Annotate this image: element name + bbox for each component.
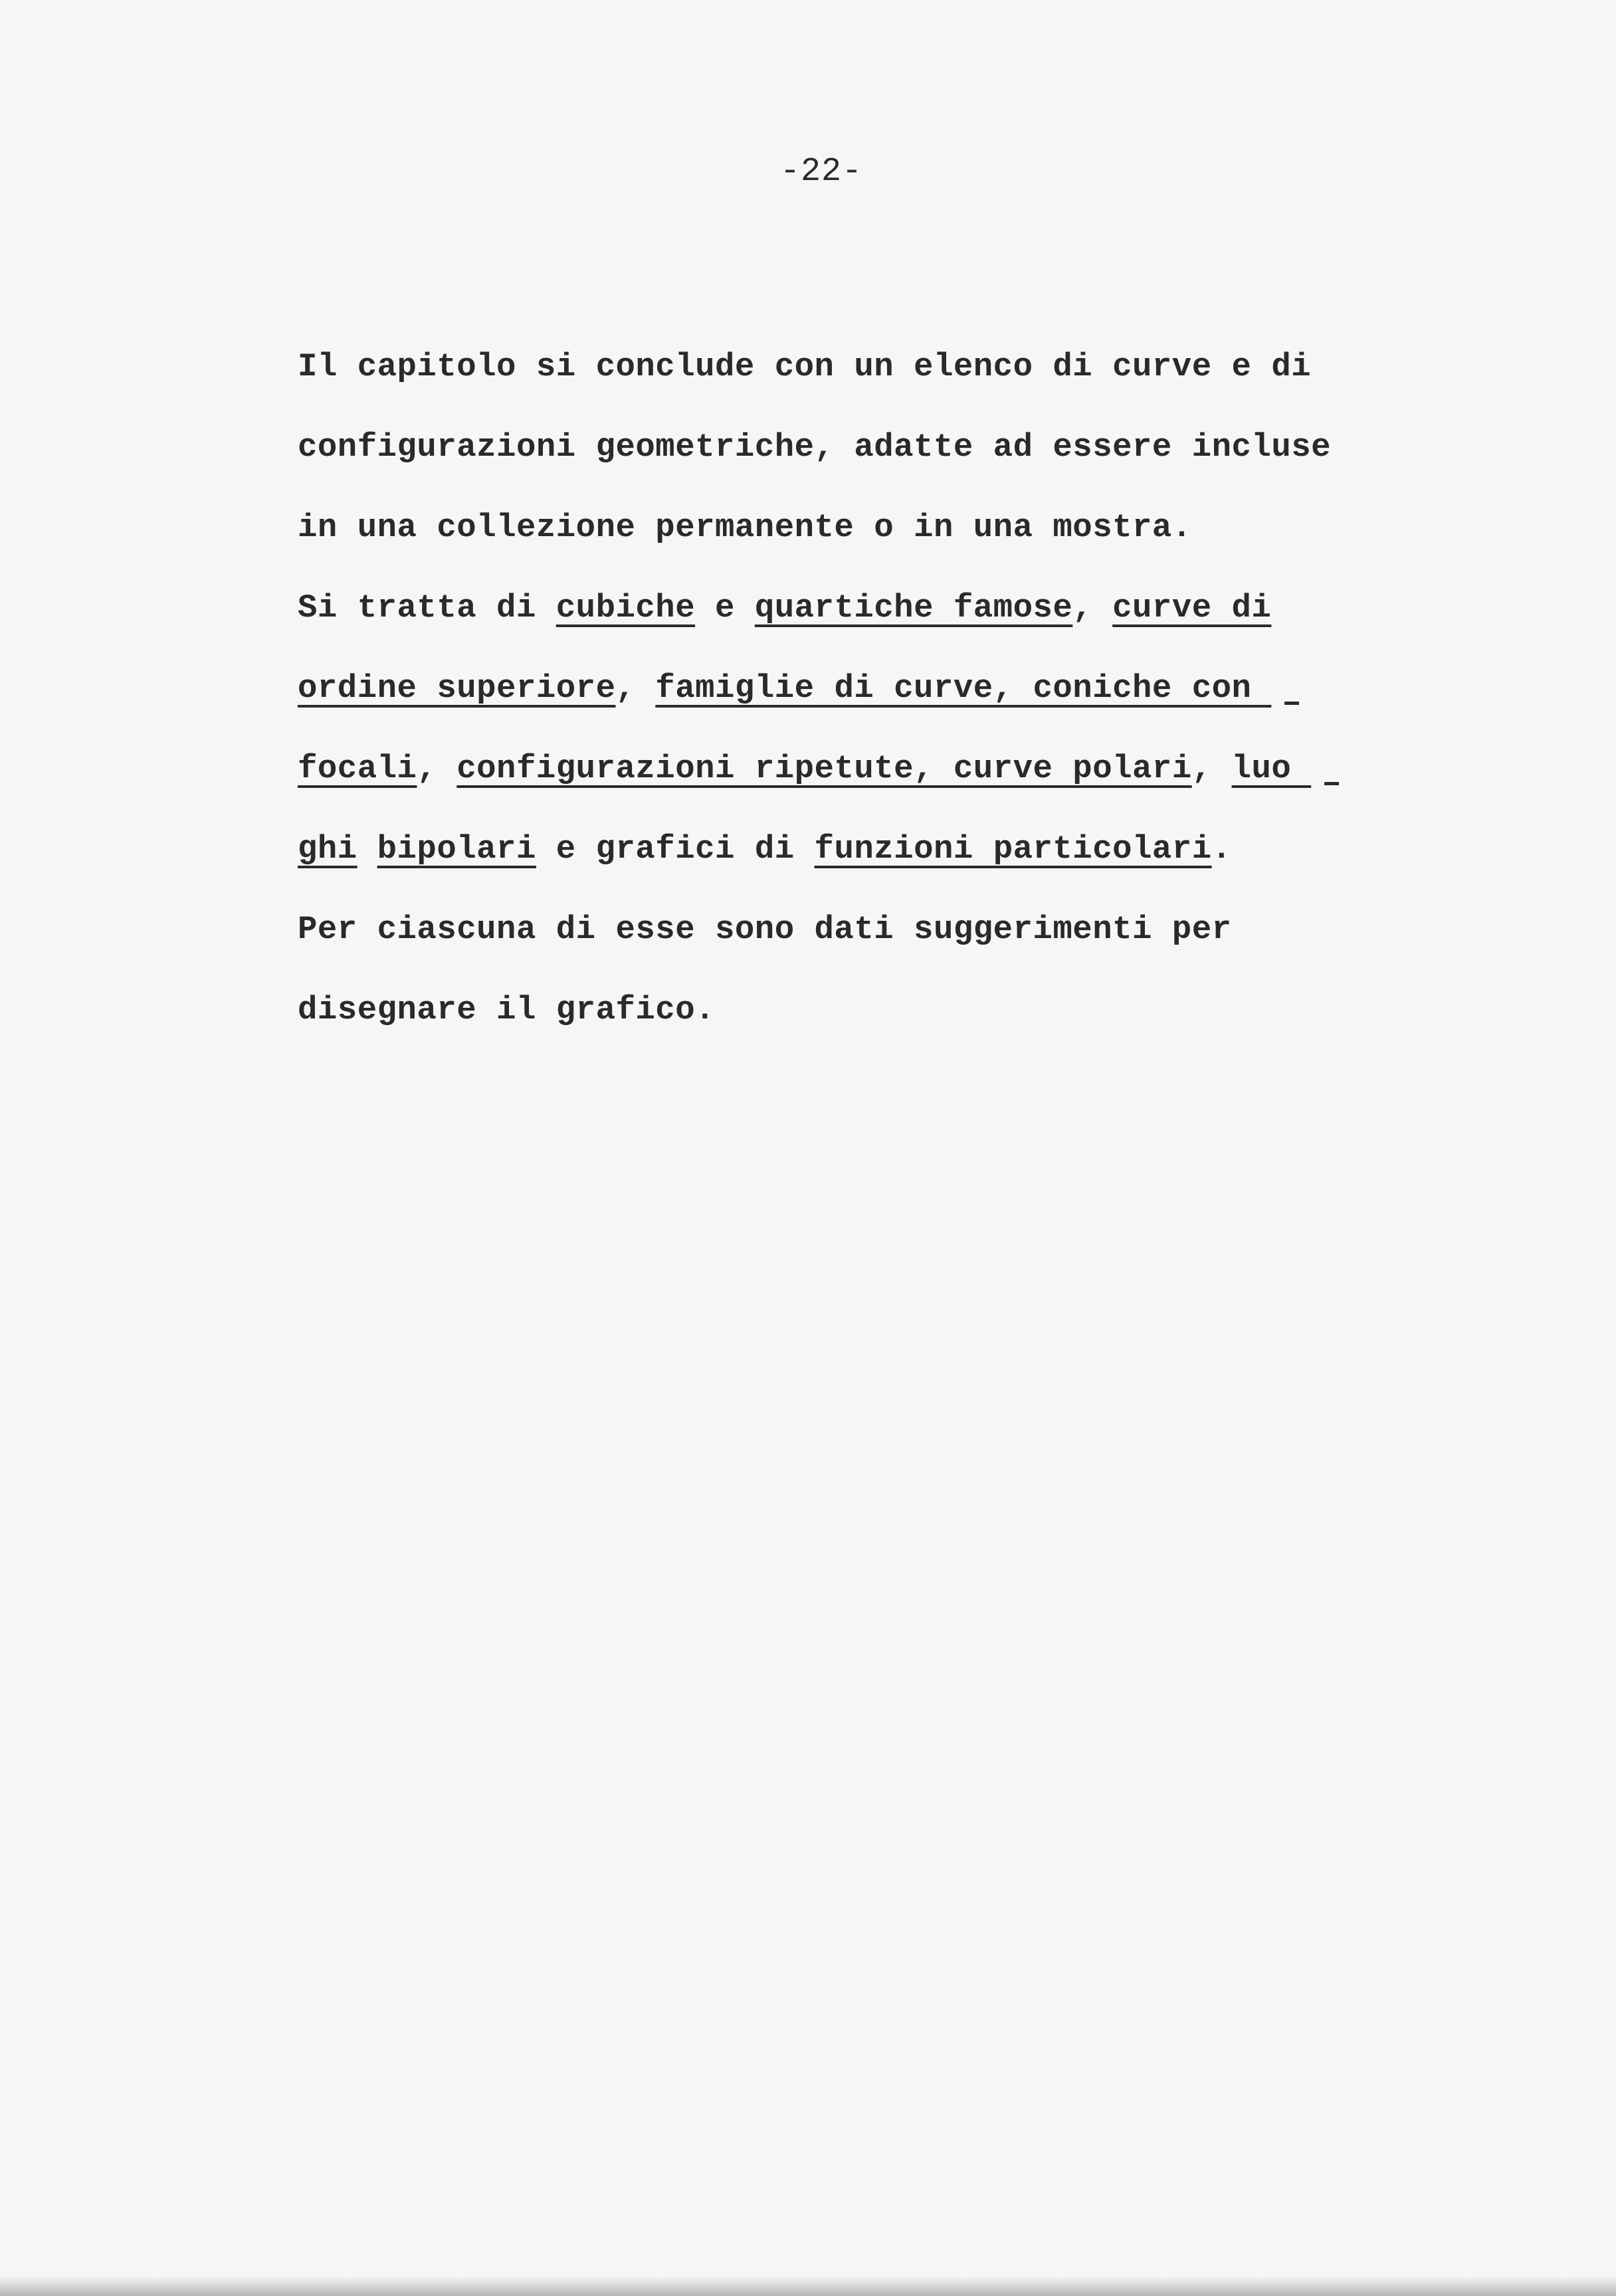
line-break-hyphen: [1324, 782, 1339, 785]
underlined-term: focali: [298, 750, 417, 787]
underlined-term: quartiche famose: [754, 589, 1073, 626]
text-segment: ,: [615, 670, 656, 707]
underlined-term: bipolari: [377, 830, 536, 868]
text-segment: [357, 830, 377, 868]
text-segment: ,: [1072, 589, 1113, 626]
text-line: [298, 981, 1401, 1061]
text-segment: ,: [417, 750, 457, 787]
text-line: [298, 659, 1401, 739]
text-segment: disegnare il grafico.: [298, 991, 716, 1028]
body-text: [298, 337, 1401, 1061]
text-line: [298, 337, 1401, 418]
text-segment: e: [695, 589, 755, 626]
underlined-term: funzioni particolari: [814, 830, 1212, 868]
text-line: [298, 820, 1401, 900]
text-segment: Si tratta di: [298, 589, 556, 626]
underlined-term: configurazioni ripetute, curve polari: [456, 750, 1192, 787]
line-break-hyphen: [1284, 702, 1299, 705]
text-line: [298, 739, 1401, 820]
text-segment: e grafici di: [536, 830, 815, 868]
text-segment: in una collezione permanente o in una mostra.: [298, 509, 1192, 546]
text-segment: Per ciascuna di esse sono dati suggerimenti per: [298, 911, 1232, 948]
underlined-term: luo: [1231, 750, 1312, 787]
underlined-term: curve di: [1112, 589, 1272, 626]
text-line: [298, 498, 1401, 579]
underlined-term: cubiche: [556, 589, 696, 626]
underlined-term: ghi: [298, 830, 357, 868]
underlined-term: ordine superiore: [298, 670, 616, 707]
text-line: [298, 579, 1401, 659]
underlined-term: famiglie di curve, coniche con: [655, 670, 1272, 707]
text-segment: .: [1211, 830, 1232, 868]
text-segment: Il capitolo si conclude con un elenco di curve e di: [298, 348, 1312, 385]
text-line: [298, 900, 1401, 981]
text-segment: configurazioni geometriche, adatte ad essere incluse: [298, 429, 1332, 466]
page-number: -22-: [779, 153, 863, 191]
text-segment: ,: [1191, 750, 1232, 787]
scan-edge-shadow: [0, 2276, 1616, 2296]
text-line: [298, 418, 1401, 498]
